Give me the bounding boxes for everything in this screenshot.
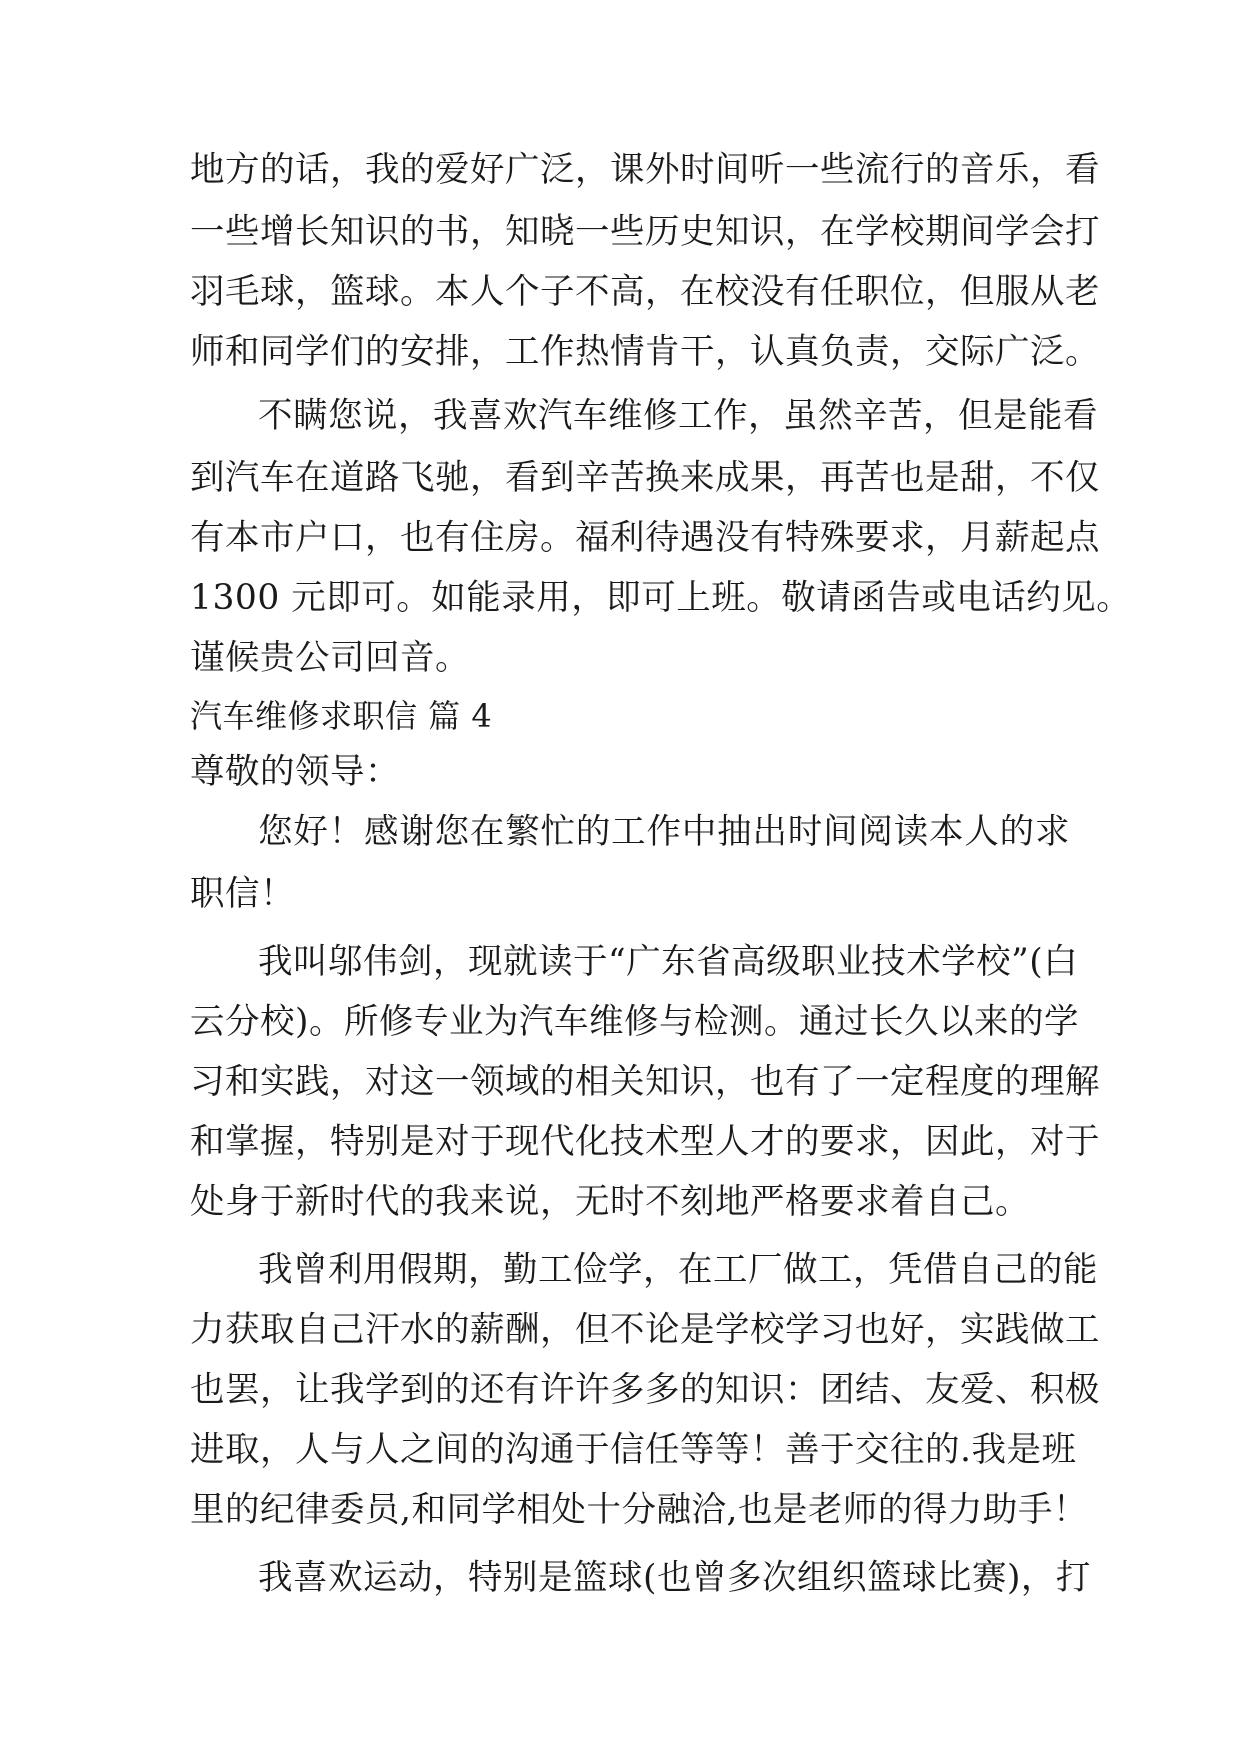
text-line: 我曾利用假期，勤工俭学，在工厂做工，凭借自己的能	[258, 1250, 1098, 1290]
text-line: 我喜欢运动，特别是篮球(也曾多次组织篮球比赛)，打	[258, 1558, 1091, 1598]
text-line: 和掌握，特别是对于现代化技术型人才的要求，因此，对于	[190, 1122, 1100, 1162]
text-line: 谨候贵公司回音。	[190, 638, 470, 678]
text-line: 职信！	[190, 874, 295, 914]
text-line: 里的纪律委员,和同学相处十分融洽,也是老师的得力助手！	[190, 1490, 1088, 1530]
text-line: 羽毛球，篮球。本人个子不高，在校没有任职位，但服从老	[190, 272, 1100, 312]
text-line: 不瞒您说，我喜欢汽车维修工作，虽然辛苦，但是能看	[258, 396, 1098, 436]
text-line: 地方的话，我的爱好广泛，课外时间听一些流行的音乐，看	[190, 150, 1100, 190]
text-line: 师和同学们的安排，工作热情肯干，认真负责，交际广泛。	[190, 332, 1100, 372]
text-line: 到汽车在道路飞驰，看到辛苦换来成果，再苦也是甜，不仅	[190, 458, 1100, 498]
text-line: 有本市户口，也有住房。福利待遇没有特殊要求，月薪起点	[190, 518, 1100, 558]
text-line: 您好！感谢您在繁忙的工作中抽出时间阅读本人的求	[258, 812, 1070, 852]
text-line: 1300 元即可。如能录用，即可上班。敬请函告或电话约见。	[190, 578, 1132, 618]
text-line: 也罢，让我学到的还有许许多多的知识：团结、友爱、积极	[190, 1370, 1100, 1410]
salutation: 尊敬的领导：	[190, 752, 400, 792]
text-line: 云分校)。所修专业为汽车维修与检测。通过长久以来的学	[190, 1002, 1079, 1042]
text-line: 进取，人与人之间的沟通于信任等等！善于交往的.我是班	[190, 1430, 1077, 1470]
text-line: 一些增长知识的书，知晓一些历史知识，在学校期间学会打	[190, 212, 1100, 252]
text-line: 习和实践，对这一领域的相关知识，也有了一定程度的理解	[190, 1062, 1100, 1102]
text-line: 我叫邬伟剑，现就读于“广东省高级职业技术学校”(白	[258, 942, 1079, 982]
text-line: 处身于新时代的我来说，无时不刻地严格要求着自己。	[190, 1182, 1030, 1222]
text-line: 力获取自己汗水的薪酬，但不论是学校学习也好，实践做工	[190, 1310, 1100, 1350]
section-heading: 汽车维修求职信 篇 4	[190, 697, 493, 735]
